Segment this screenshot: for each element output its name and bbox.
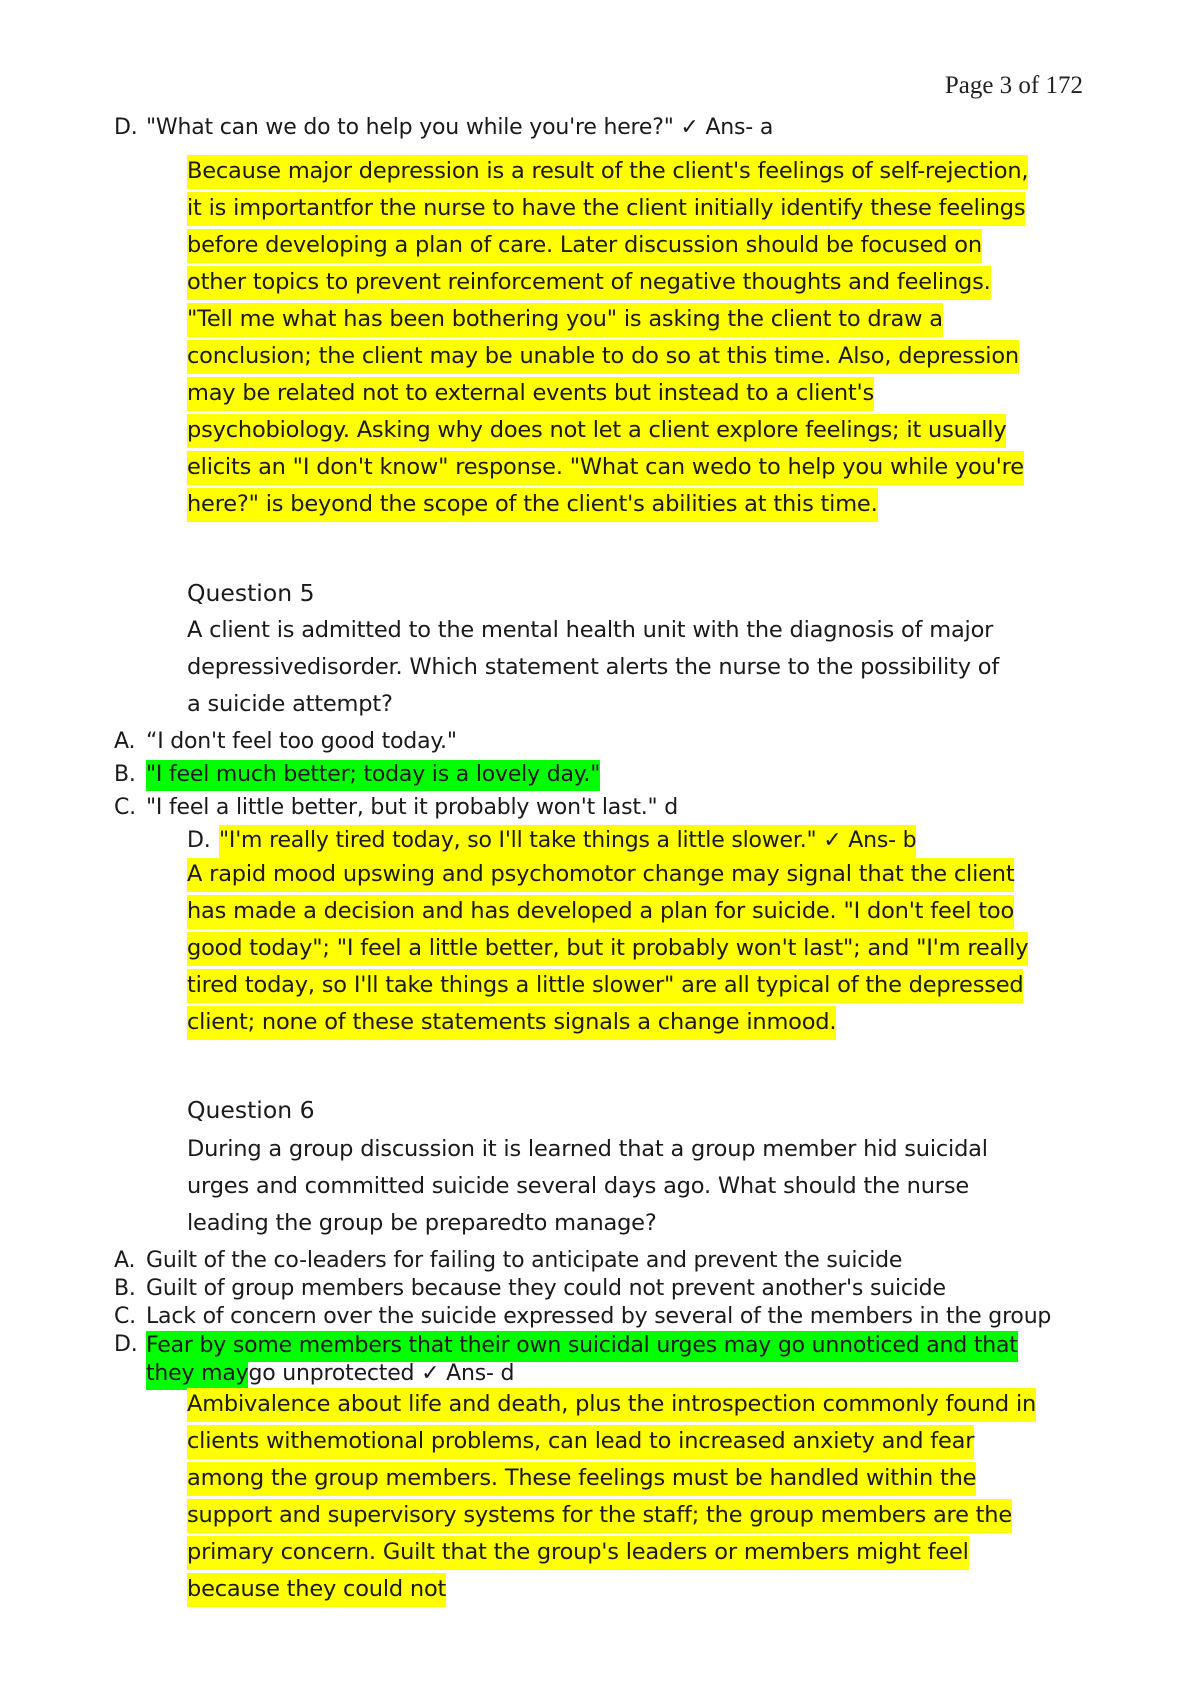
option-text: "I feel a little better, but it probably won't last." d bbox=[146, 795, 679, 820]
q6-option-c bbox=[114, 1304, 1051, 1329]
question-heading: Question 6 bbox=[187, 1096, 315, 1124]
q5-option-c bbox=[114, 795, 678, 820]
option-text: Guilt of the co-leaders for failing to anticipate and prevent the suicide bbox=[146, 1248, 903, 1273]
question-heading: Question 5 bbox=[187, 579, 315, 607]
option-letter: B. bbox=[114, 762, 136, 787]
option-letter: A. bbox=[114, 1248, 136, 1273]
q5-option-b bbox=[114, 762, 600, 787]
option-text: “I don't feel too good today." bbox=[146, 729, 457, 754]
rationale-text: Ambivalence about life and death, plus the introspection commonly found in clients withemotional problems, can lead to increased anxiety and fear among the group members. These feelings must be handled within the support and supervisory systems for the staff; the group members are the primary concern. Guilt that the group's leaders or members might feel because they could not bbox=[187, 1388, 1036, 1607]
question-stem: A client is admitted to the mental health unit with the diagnosis of major depressivedisorder. Which statement alerts the nurse to the possibility of a suicide attempt? bbox=[187, 617, 1000, 717]
option-text: Lack of concern over the suicide expressed by several of the members in the group bbox=[146, 1304, 1052, 1329]
q4-rationale bbox=[187, 153, 1042, 523]
option-letter: C. bbox=[114, 795, 136, 820]
question-stem: During a group discussion it is learned that a group member hid suicidal urges and committed suicide several days ago. What should the nurse leading the group be preparedto manage? bbox=[187, 1136, 988, 1236]
q5-option-d bbox=[187, 828, 916, 853]
q4-option-d bbox=[114, 115, 773, 140]
option-letter: A. bbox=[114, 729, 136, 754]
option-letter: B. bbox=[114, 1276, 136, 1301]
option-text: Guilt of group members because they could not prevent another's suicide bbox=[146, 1276, 946, 1301]
option-text: "What can we do to help you while you're here?" ✓ Ans- a bbox=[146, 115, 774, 140]
option-d-body bbox=[146, 1332, 1064, 1388]
option-text: "I'm really tired today, so I'll take things a little slower." ✓ Ans- b bbox=[219, 825, 916, 858]
rationale-text: A rapid mood upswing and psychomotor change may signal that the client has made a decision and has developed a plan for suicide. "I don't feel too good today"; "I feel a little better, but it probably won't last"; and "I'm really tired today, so I'll take things a little slower" are all typical of the depressed client; none of these statements signals a change inmood. bbox=[187, 858, 1028, 1040]
q5-rationale bbox=[187, 856, 1047, 1041]
option-letter: D. bbox=[114, 115, 138, 140]
option-letter: D. bbox=[114, 1332, 138, 1357]
option-letter: C. bbox=[114, 1304, 136, 1329]
option-text: go unprotected ✓ Ans- d bbox=[248, 1361, 515, 1386]
option-letter: D. bbox=[187, 828, 211, 853]
rationale-text: Because major depression is a result of the client's feelings of self-rejection, it is importantfor the nurse to have the client initially identify these feelings before developing a plan of care. Later discussion should be focused on other topics to prevent reinforcement of negative thoughts and feelings. "Tell me what has been bothering you" is asking the client to draw a conclusion; the client may be unable to do so at this time. Also, depression may be related not to external events but instead to a client's psychobiology. Asking why does not let a client explore feelings; it usually elicits an "I don't know" response. "What can wedo to help you while you're here?" is beyond the scope of the client's abilities at this time. bbox=[187, 155, 1028, 522]
option-text-correct: Fear by some members that their own suicidal urges may go unnoticed and that they may bbox=[146, 1331, 1018, 1390]
page-number: Page 3 of 172 bbox=[944, 72, 1083, 99]
q6-rationale bbox=[187, 1386, 1042, 1608]
q6-option-d bbox=[114, 1332, 1064, 1388]
q5-option-a bbox=[114, 729, 457, 754]
option-text-correct: "I feel much better; today is a lovely day." bbox=[146, 760, 600, 791]
q6-option-a bbox=[114, 1248, 902, 1273]
q6-option-b bbox=[114, 1276, 946, 1301]
